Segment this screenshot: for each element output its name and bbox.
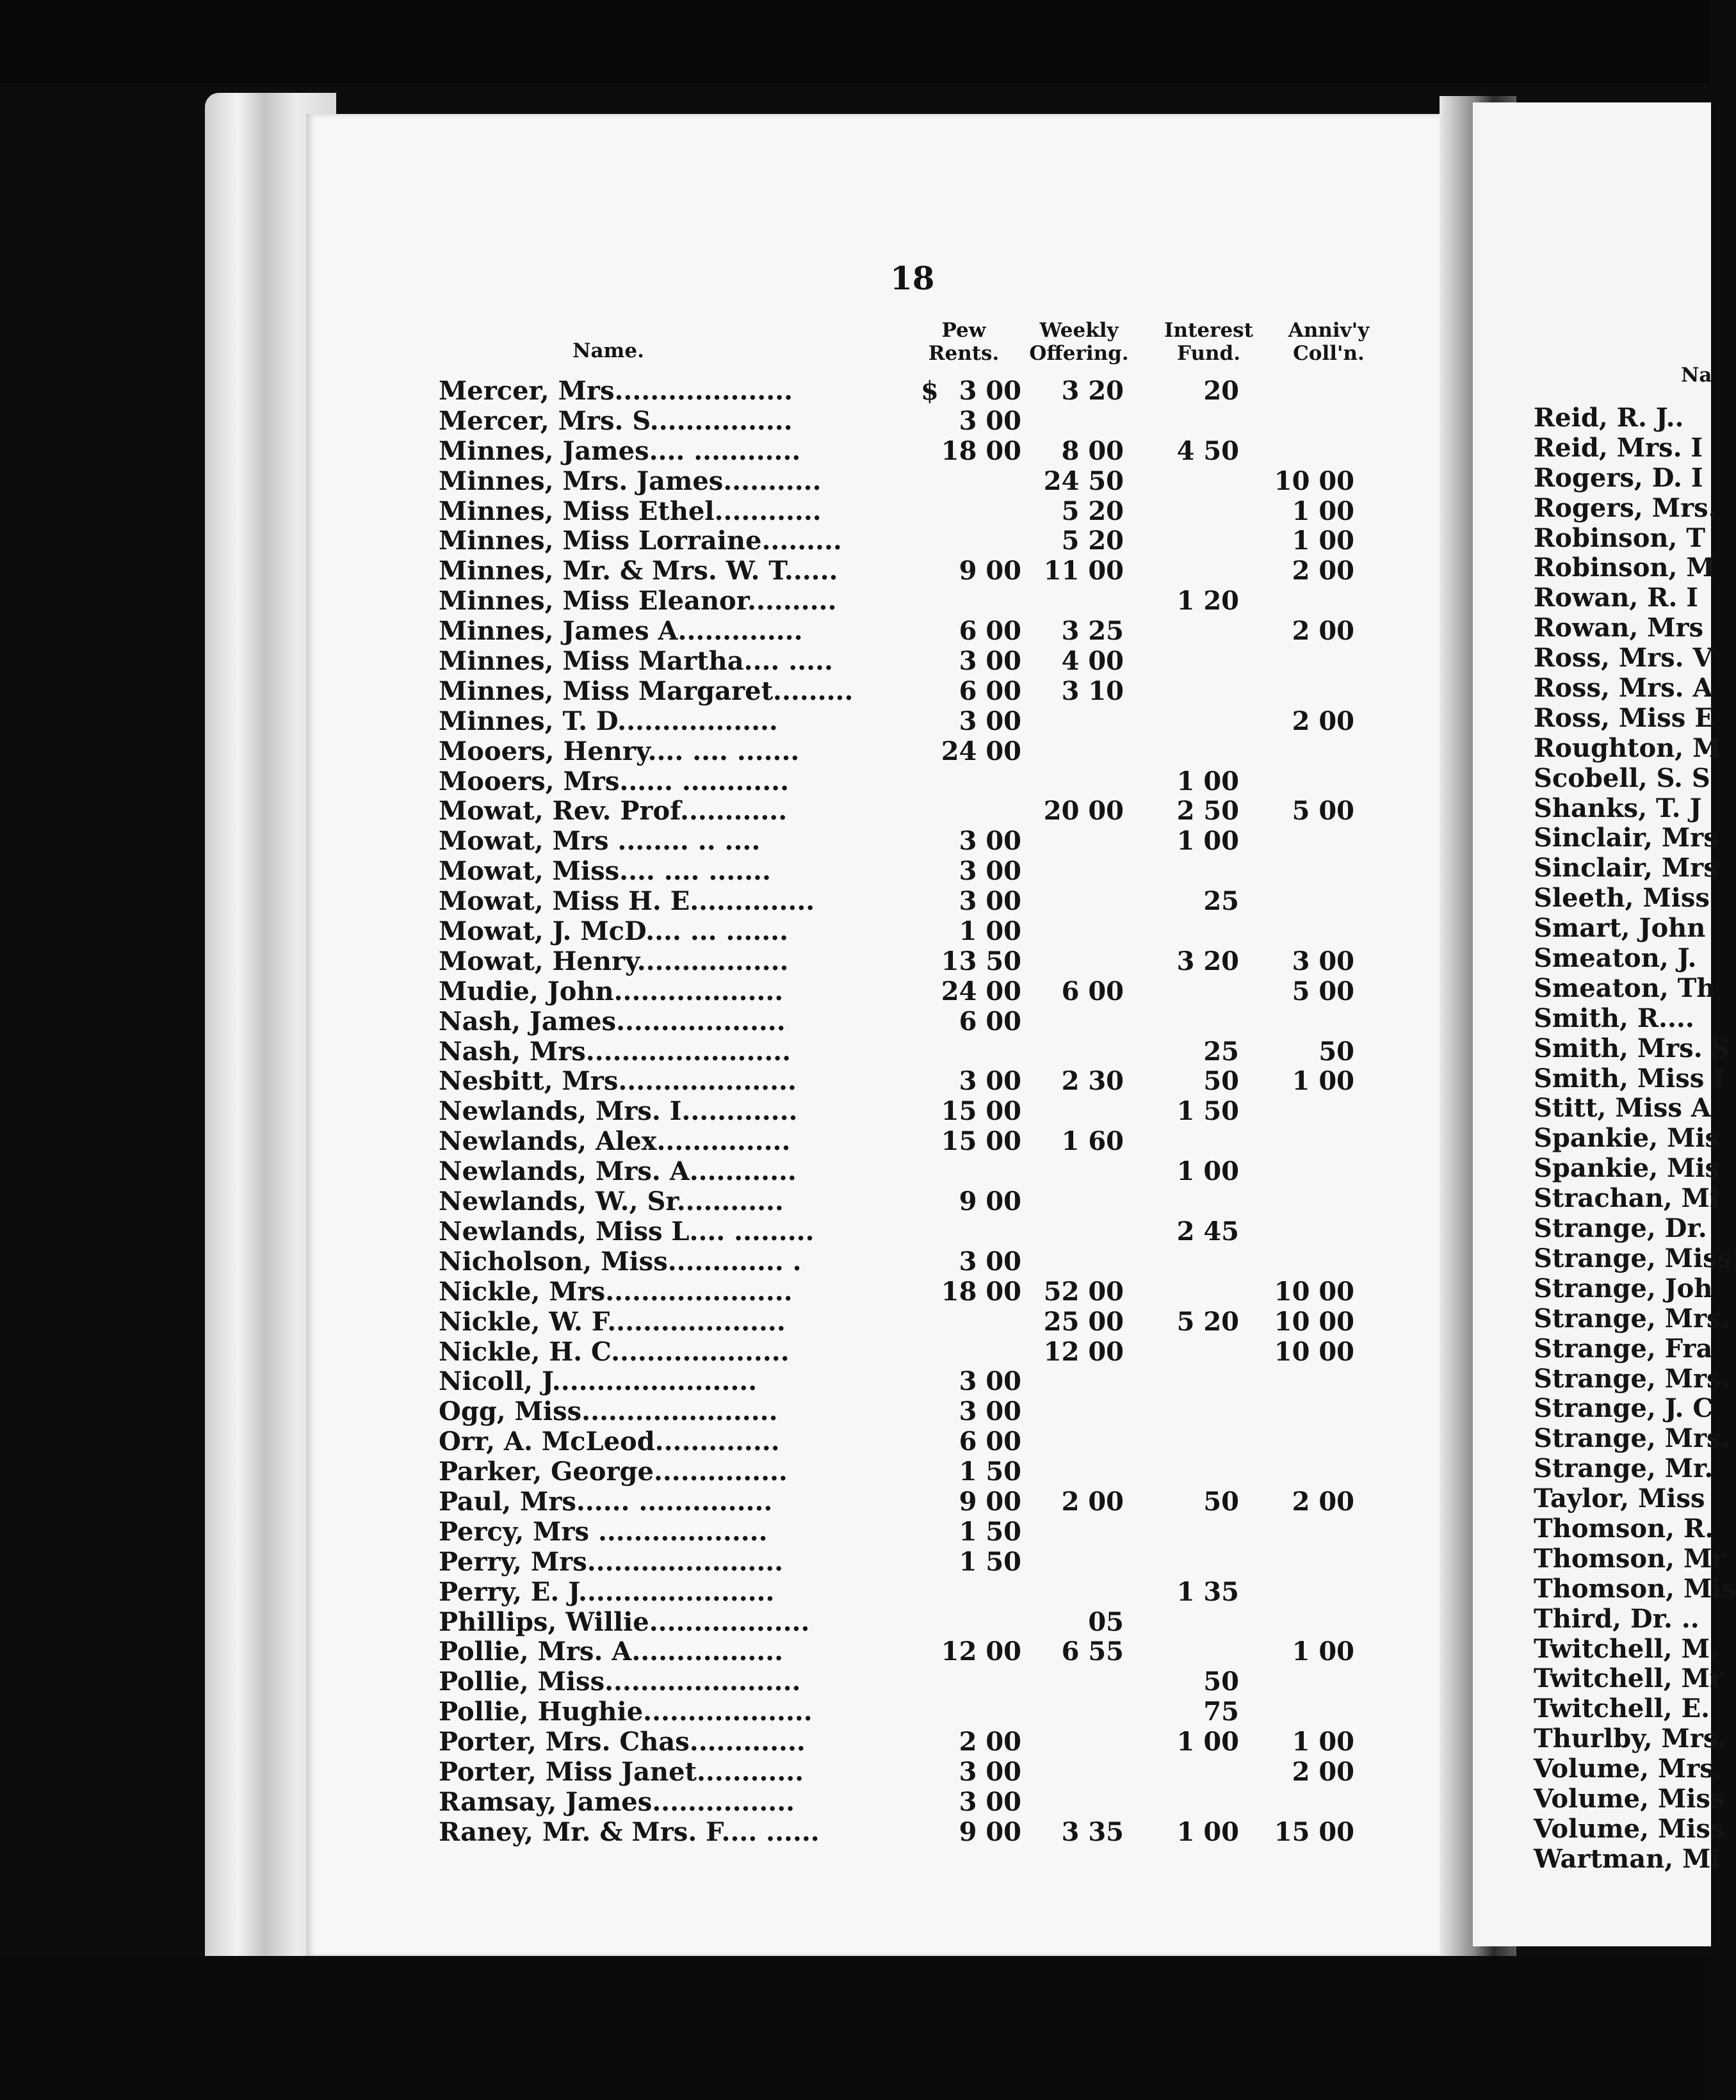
film-background-bottom	[0, 1956, 1711, 2100]
right-page-name: Shanks, T. J	[1534, 793, 1702, 823]
table-row	[439, 1337, 1412, 1368]
cell-name: Mowat, J. McD.... ... .......	[439, 916, 789, 947]
cell-interest-fund: 50	[1203, 1667, 1239, 1697]
right-page-name: Rogers, D. I	[1534, 462, 1703, 493]
right-page-name: Strange, Miss	[1534, 1243, 1732, 1273]
cell-interest-fund: 4 50	[1176, 435, 1239, 466]
right-page-name: Stitt, Miss A	[1534, 1093, 1711, 1124]
cell-interest-fund: 2 50	[1176, 796, 1239, 827]
cell-name: Perry, Mrs......................	[439, 1546, 784, 1577]
table-row	[439, 1277, 1412, 1307]
table-row	[439, 1487, 1412, 1517]
cell-pew-rents: 1 50	[959, 1516, 1021, 1547]
right-page-name: Smith, R....	[1534, 1003, 1694, 1033]
table-row	[439, 617, 1412, 647]
cell-name: Nesbitt, Mrs....................	[439, 1066, 797, 1097]
right-page-name: Roughton, M	[1534, 732, 1721, 763]
cell-anniversary-collection: 15 00	[1274, 1816, 1354, 1847]
cell-pew-rents: 1 00	[959, 916, 1021, 947]
table-row	[439, 947, 1412, 977]
header-name	[538, 339, 679, 362]
right-page-name-list	[1534, 403, 1736, 1875]
right-page-name: Ross, Miss E	[1534, 702, 1714, 733]
cell-interest-fund: 1 00	[1176, 766, 1239, 796]
cell-weekly-offering: 3 10	[1061, 675, 1124, 706]
cell-weekly-offering: 25 00	[1043, 1306, 1124, 1337]
cell-pew-rents: 1 50	[959, 1546, 1021, 1577]
table-row	[439, 796, 1412, 827]
right-page-name: Robinson, M	[1534, 553, 1715, 583]
table-row	[439, 1727, 1412, 1757]
table-row	[439, 1697, 1412, 1727]
cell-anniversary-collection: 3 00	[1292, 946, 1354, 976]
cell-name: Mowat, Rev. Prof............	[439, 796, 788, 827]
cell-interest-fund: 1 00	[1176, 1156, 1239, 1187]
cell-name: Minnes, Miss Ethel............	[439, 496, 822, 526]
cell-name: Mooers, Mrs...... ............	[439, 766, 789, 796]
cell-weekly-offering: 8 00	[1061, 435, 1124, 466]
cell-interest-fund: 50	[1203, 1486, 1239, 1517]
cell-weekly-offering: 12 00	[1043, 1336, 1124, 1367]
table-row	[439, 1037, 1412, 1067]
cell-name: Nicholson, Miss............. .	[439, 1246, 802, 1277]
header-weekly-offering	[1018, 319, 1140, 365]
cell-name: Nash, Mrs.......................	[439, 1036, 791, 1067]
cell-anniversary-collection: 2 00	[1292, 616, 1354, 647]
table-row	[439, 1127, 1412, 1157]
cell-name: Mudie, John...................	[439, 976, 784, 1006]
cell-weekly-offering: 5 20	[1061, 526, 1124, 556]
cell-weekly-offering: 05	[1088, 1606, 1124, 1637]
cell-name: Mowat, Mrs ........ .. ....	[439, 826, 761, 857]
cell-pew-rents: 3 00	[959, 856, 1021, 887]
table-row	[439, 1818, 1412, 1848]
table-row	[439, 1247, 1412, 1277]
right-page-name: Thomson, Mr	[1534, 1543, 1726, 1574]
header-interest-line2: Fund.	[1176, 342, 1240, 365]
right-page-name: Strange, Mrs.	[1534, 1363, 1730, 1394]
cell-anniversary-collection: 10 00	[1274, 1336, 1354, 1367]
table-row	[439, 827, 1412, 857]
table-row	[439, 857, 1412, 887]
cell-anniversary-collection: 5 00	[1292, 976, 1354, 1006]
cell-name: Minnes, James.... ............	[439, 435, 801, 466]
cell-pew-rents: 3 00	[959, 1786, 1021, 1817]
cell-interest-fund: 25	[1203, 1036, 1239, 1067]
table-row	[439, 767, 1412, 797]
table-row	[439, 677, 1412, 707]
right-page-name: Strange, J. C	[1534, 1393, 1714, 1424]
table-row	[439, 647, 1412, 677]
cell-name: Mercer, Mrs. S................	[439, 405, 793, 436]
cell-pew-rents: 3 00	[959, 1366, 1021, 1397]
cell-pew-rents: 3 00	[959, 376, 1021, 406]
table-row	[439, 1457, 1412, 1487]
table-row	[439, 1217, 1412, 1247]
cell-pew-rents: 3 00	[959, 1396, 1021, 1427]
right-page-name: Smeaton, Th	[1534, 973, 1716, 1003]
table-row	[439, 1157, 1412, 1187]
right-page-name: Third, Dr. ..	[1534, 1603, 1699, 1634]
cell-name: Percy, Mrs ...................	[439, 1516, 768, 1547]
cell-interest-fund: 75	[1203, 1697, 1239, 1727]
cell-pew-rents: 3 00	[959, 646, 1021, 677]
cell-name: Pollie, Hughie...................	[439, 1697, 813, 1727]
right-page-name: Robinson, T	[1534, 522, 1706, 553]
header-interest-fund	[1149, 319, 1268, 365]
cell-pew-rents: 1 50	[959, 1457, 1021, 1487]
cell-name: Minnes, Mr. & Mrs. W. T......	[439, 556, 838, 586]
cell-name: Minnes, T. D..................	[439, 706, 778, 736]
table-row	[439, 1187, 1412, 1217]
cell-name: Mooers, Henry.... .... .......	[439, 736, 800, 766]
cell-anniversary-collection: 1 00	[1292, 1727, 1354, 1757]
right-page-name: Scobell, S. S	[1534, 763, 1710, 793]
right-page-name: Twitchell, E.	[1534, 1693, 1710, 1724]
cell-name: Mowat, Miss.... .... .......	[439, 856, 771, 887]
table-row	[439, 586, 1412, 617]
right-page-name: Twitchell, Mr	[1534, 1663, 1723, 1694]
cell-interest-fund: 1 00	[1176, 1727, 1239, 1757]
table-row	[439, 1097, 1412, 1127]
cell-interest-fund: 20	[1203, 376, 1239, 406]
cell-pew-rents: 24 00	[941, 736, 1021, 766]
cell-name: Minnes, Miss Eleanor..........	[439, 586, 837, 617]
cell-anniversary-collection: 1 00	[1292, 526, 1354, 556]
table-row	[439, 1007, 1412, 1037]
cell-name: Nickle, H. C....................	[439, 1336, 790, 1367]
cell-pew-rents: 9 00	[959, 1486, 1021, 1517]
cell-anniversary-collection: 10 00	[1274, 465, 1354, 496]
cell-interest-fund: 5 20	[1176, 1306, 1239, 1337]
right-page-name: Sleeth, Miss	[1534, 883, 1710, 914]
table-row	[439, 1578, 1412, 1608]
right-page-name: Strange, Dr.	[1534, 1213, 1707, 1244]
table-row	[439, 1307, 1412, 1337]
right-page-name: Strange, Mrs.	[1534, 1303, 1730, 1334]
cell-name: Mowat, Henry.................	[439, 946, 789, 976]
cell-name: Minnes, Mrs. James...........	[439, 465, 822, 496]
right-page-name: Twitchell, M.	[1534, 1633, 1719, 1664]
cell-anniversary-collection: 2 00	[1292, 556, 1354, 586]
cell-pew-rents: 3 00	[959, 1756, 1021, 1787]
cell-pew-rents: 9 00	[959, 1816, 1021, 1847]
cell-name: Newlands, Mrs. A............	[439, 1156, 797, 1187]
header-weekly-line2: Offering.	[1029, 342, 1129, 365]
right-page-name: Sinclair, Mrs	[1534, 823, 1718, 853]
cell-name: Nicoll, J.......................	[439, 1366, 758, 1397]
table-row	[439, 737, 1412, 767]
cell-interest-fund: 1 00	[1176, 1816, 1239, 1847]
cell-name: Newlands, Mrs. I.............	[439, 1096, 798, 1127]
table-row	[439, 526, 1412, 556]
subscription-table	[439, 376, 1412, 1848]
cell-weekly-offering: 2 00	[1061, 1486, 1124, 1517]
right-page-name: Volume, Mrs.	[1534, 1754, 1723, 1784]
cell-name: Nickle, Mrs.....................	[439, 1276, 793, 1307]
right-page-name: Rowan, Mrs	[1534, 613, 1704, 643]
cell-name: Mowat, Miss H. E..............	[439, 886, 815, 917]
cell-anniversary-collection: 1 00	[1292, 1066, 1354, 1097]
cell-weekly-offering: 3 25	[1061, 616, 1124, 647]
table-row	[439, 1788, 1412, 1818]
table-row	[439, 437, 1412, 467]
cell-name: Minnes, James A..............	[439, 616, 803, 647]
cell-weekly-offering: 6 00	[1061, 976, 1124, 1006]
cell-interest-fund: 1 20	[1176, 586, 1239, 617]
header-interest-line1: Interest	[1164, 319, 1253, 342]
cell-name: Paul, Mrs...... ...............	[439, 1486, 773, 1517]
cell-name: Ogg, Miss......................	[439, 1396, 778, 1427]
cell-name: Mercer, Mrs....................	[439, 376, 793, 406]
cell-weekly-offering: 5 20	[1061, 496, 1124, 526]
cell-name: Nash, James...................	[439, 1006, 786, 1037]
right-page-name: Spankie, Mis	[1534, 1123, 1720, 1154]
cell-name: Newlands, Alex...............	[439, 1126, 791, 1157]
cell-name: Minnes, Miss Lorraine.........	[439, 526, 842, 556]
cell-name: Porter, Miss Janet............	[439, 1756, 804, 1787]
cell-name: Porter, Mrs. Chas.............	[439, 1727, 806, 1757]
cell-name: Newlands, Miss L.... .........	[439, 1216, 815, 1247]
cell-name: Pollie, Mrs. A.................	[439, 1636, 784, 1667]
cell-name: Minnes, Miss Margaret.........	[439, 675, 854, 706]
cell-weekly-offering: 24 50	[1043, 465, 1124, 496]
cell-interest-fund: 2 45	[1176, 1216, 1239, 1247]
right-page-name: Wartman, Mi	[1534, 1843, 1721, 1874]
table-row	[439, 917, 1412, 947]
table-row	[439, 467, 1412, 497]
right-page-name: Spankie, Mis	[1534, 1153, 1720, 1184]
cell-anniversary-collection: 2 00	[1292, 1756, 1354, 1787]
cell-weekly-offering: 52 00	[1043, 1276, 1124, 1307]
cell-name: Ramsay, James................	[439, 1786, 795, 1817]
cell-pew-rents: 6 00	[959, 675, 1021, 706]
cell-name: Raney, Mr. & Mrs. F.... ......	[439, 1816, 820, 1847]
table-row	[439, 977, 1412, 1007]
cell-pew-rents: 3 00	[959, 1066, 1021, 1097]
cell-weekly-offering: 1 60	[1061, 1126, 1124, 1157]
cell-weekly-offering: 6 55	[1061, 1636, 1124, 1667]
cell-anniversary-collection: 2 00	[1292, 1486, 1354, 1517]
header-anniv-line1: Anniv'y	[1288, 319, 1370, 342]
header-pew-line2: Rents.	[928, 342, 1000, 365]
cell-pew-rents: 3 00	[959, 706, 1021, 736]
right-page-name: Strange, Mrs.	[1534, 1423, 1730, 1454]
film-background-top	[0, 0, 1711, 83]
cell-anniversary-collection: 50	[1318, 1036, 1354, 1067]
right-page-name: Smith, Miss I	[1534, 1063, 1725, 1094]
header-name-label: Name.	[572, 339, 644, 362]
table-row	[439, 1757, 1412, 1788]
cell-anniversary-collection: 10 00	[1274, 1306, 1354, 1337]
cell-name: Newlands, W., Sr............	[439, 1186, 784, 1217]
cell-pew-rents: 3 00	[959, 886, 1021, 917]
cell-anniversary-collection: 2 00	[1292, 706, 1354, 736]
right-page-name: Reid, Mrs. I	[1534, 432, 1703, 463]
cell-interest-fund: 3 20	[1176, 946, 1239, 976]
table-row	[439, 556, 1412, 586]
cell-pew-rents: 12 00	[941, 1636, 1021, 1667]
right-page-name: Rowan, R. I	[1534, 583, 1699, 613]
right-page-name: Smart, John	[1534, 913, 1706, 944]
right-page-name: Reid, R. J..	[1534, 403, 1684, 433]
right-page-name: Volume, Miss	[1534, 1813, 1725, 1844]
cell-pew-rents: 6 00	[959, 1426, 1021, 1457]
table-row	[439, 1547, 1412, 1578]
right-page-name: Strange, Mr.	[1534, 1453, 1714, 1484]
table-row	[439, 1397, 1412, 1427]
cell-pew-rents: 3 00	[959, 1246, 1021, 1277]
table-row	[439, 1667, 1412, 1697]
currency-symbol: $	[921, 376, 939, 406]
cell-weekly-offering: 2 30	[1061, 1066, 1124, 1097]
right-page-name: Taylor, Miss	[1534, 1483, 1705, 1514]
right-page-name: Thomson, R.	[1534, 1513, 1714, 1544]
cell-anniversary-collection: 1 00	[1292, 496, 1354, 526]
table-row	[439, 1608, 1412, 1638]
cell-pew-rents: 24 00	[941, 976, 1021, 1006]
cell-pew-rents: 6 00	[959, 1006, 1021, 1037]
cell-interest-fund: 25	[1203, 886, 1239, 917]
cell-name: Pollie, Miss......................	[439, 1667, 801, 1697]
right-page-name: Ross, Mrs. A	[1534, 673, 1713, 704]
right-page-name: Ross, Mrs. V	[1534, 643, 1713, 674]
cell-pew-rents: 9 00	[959, 1186, 1021, 1217]
cell-pew-rents: 13 50	[941, 946, 1021, 976]
cell-pew-rents: 18 00	[941, 435, 1021, 466]
right-page-name: Thomson, Mis	[1534, 1573, 1736, 1604]
header-anniv-line2: Coll'n.	[1293, 342, 1365, 365]
cell-name: Phillips, Willie..................	[439, 1606, 810, 1637]
table-row	[439, 376, 1412, 407]
table-row	[439, 1427, 1412, 1457]
right-page-name: Volume, Miss	[1534, 1783, 1725, 1814]
table-row	[439, 887, 1412, 917]
right-page-name: Strange, Joh	[1534, 1273, 1713, 1304]
cell-name: Nickle, W. F....................	[439, 1306, 786, 1337]
cell-pew-rents: 18 00	[941, 1276, 1021, 1307]
right-page-name: Smith, Mrs. S	[1534, 1033, 1730, 1063]
cell-interest-fund: 1 35	[1176, 1576, 1239, 1607]
cell-pew-rents: 3 00	[959, 826, 1021, 857]
cell-weekly-offering: 4 00	[1061, 646, 1124, 677]
cell-pew-rents: 9 00	[959, 556, 1021, 586]
cell-name: Orr, A. McLeod..............	[439, 1426, 780, 1457]
right-page-name: Thurlby, Mrs.	[1534, 1724, 1727, 1754]
cell-weekly-offering: 11 00	[1043, 556, 1124, 586]
header-pew-rents	[909, 319, 1018, 365]
right-page-header-fragment: Na	[1681, 364, 1712, 387]
right-page-name: Smeaton, J.	[1534, 943, 1697, 974]
cell-pew-rents: 3 00	[959, 405, 1021, 436]
table-row	[439, 707, 1412, 737]
page-number: 18	[890, 259, 935, 297]
right-page-name: Strange, Fra	[1534, 1333, 1713, 1364]
cell-interest-fund: 1 00	[1176, 826, 1239, 857]
table-row	[439, 1367, 1412, 1397]
cell-anniversary-collection: 10 00	[1274, 1276, 1354, 1307]
cell-name: Minnes, Miss Martha.... .....	[439, 646, 833, 677]
cell-name: Parker, George...............	[439, 1457, 788, 1487]
cell-weekly-offering: 3 35	[1061, 1816, 1124, 1847]
header-weekly-line1: Weekly	[1039, 319, 1119, 342]
cell-anniversary-collection: 5 00	[1292, 796, 1354, 827]
cell-name: Perry, E. J......................	[439, 1576, 775, 1607]
table-row	[439, 1637, 1412, 1667]
right-page-name: Sinclair, Mrs	[1534, 853, 1718, 884]
cell-pew-rents: 15 00	[941, 1126, 1021, 1157]
table-row	[439, 497, 1412, 527]
cell-pew-rents: 15 00	[941, 1096, 1021, 1127]
cell-pew-rents: 2 00	[959, 1727, 1021, 1757]
cell-pew-rents: 6 00	[959, 616, 1021, 647]
header-anniversary-collection	[1274, 319, 1383, 365]
table-row	[439, 407, 1412, 437]
cell-weekly-offering: 3 20	[1061, 376, 1124, 406]
header-pew-line1: Pew	[941, 319, 986, 342]
right-page-name: Rogers, Mrs.	[1534, 492, 1717, 523]
table-row	[439, 1517, 1412, 1547]
cell-weekly-offering: 20 00	[1043, 796, 1124, 827]
cell-anniversary-collection: 1 00	[1292, 1636, 1354, 1667]
cell-interest-fund: 50	[1203, 1066, 1239, 1097]
right-page-name: Strachan, Mi	[1534, 1183, 1720, 1214]
table-row	[439, 1067, 1412, 1097]
cell-interest-fund: 1 50	[1176, 1096, 1239, 1127]
